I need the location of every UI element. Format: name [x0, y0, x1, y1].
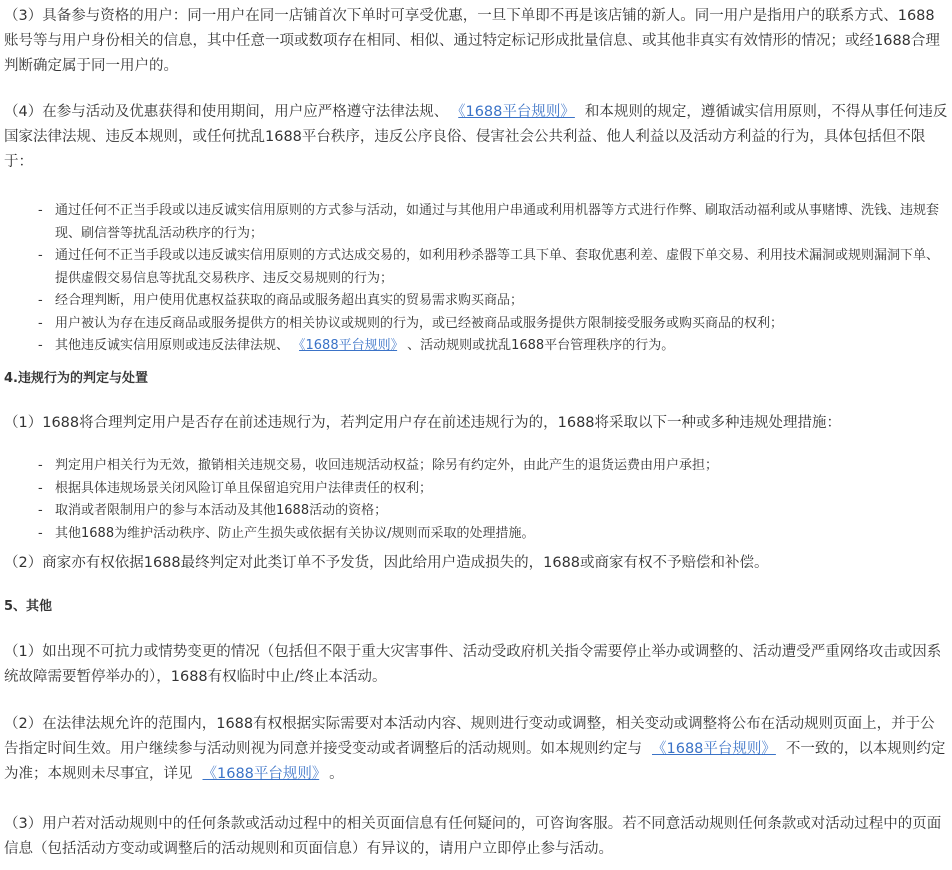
- list-item: - 其他1688为维护活动秩序、防止产生损失或依据有关协议/规则而采取的处理措施。: [0, 523, 944, 546]
- penalty-measures-list: [0, 455, 944, 545]
- dash-marker: -: [38, 315, 43, 331]
- list-item: - 通过任何不正当手段或以违反诚实信用原则的方式参与活动，如通过与其他用户串通或利用机器等方式进行作弊、刷取活动福利或从事赌博、洗钱、违规套现、刷信誉等扰乱活动秩序的行为；: [0, 200, 944, 245]
- paragraph-rule-changes: （2）在法律法规允许的范围内，1688有权根据实际需要对本活动内容、规则进行变动或调整，相关变动或调整将公布在活动规则页面上，并于公告指定时间生效。用户继续参与活动则视为同意并接受变动或者调整后的活动规则。如本规则约定与 《1688平台规则》 不一致的，以本规则约定为准；本规则未尽事宜，详见 《1688平台规则》 。: [4, 716, 946, 782]
- paragraph-merchant-rights: （2）商家亦有权依据1688最终判定对此类订单不予发货，因此给用户造成损失的，1688或商家有权不予赔偿和补偿。: [4, 555, 769, 571]
- paragraph-conduct: [4, 100, 948, 175]
- dash-marker: -: [38, 293, 43, 308]
- prohibited-behaviors-list: [0, 200, 944, 358]
- platform-rules-link[interactable]: 《1688平台规则》: [458, 104, 575, 120]
- list-item: - 取消或者限制用户的参与本活动及其他1688活动的资格；: [0, 500, 944, 523]
- section-heading-violations: 4.违规行为的判定与处置: [4, 371, 148, 386]
- list-item: - 其他违反诚实信用原则或违反法律法规、 《1688平台规则》 、活动规则或扰乱1688平台管理秩序的行为。: [0, 335, 944, 358]
- paragraph-conduct-text-before: （4）在参与活动及优惠获得和使用期间，用户应严格遵守法律法规、: [4, 104, 449, 120]
- list-item: - 用户被认为存在违反商品或服务提供方的相关协议或规则的行为，或已经被商品或服务提供方限制接受服务或购买商品的权利；: [0, 313, 944, 336]
- dash-marker: -: [38, 525, 43, 541]
- dash-marker: -: [38, 203, 43, 218]
- list-item: - 经合理判断，用户使用优惠权益获取的商品或服务超出真实的贸易需求购买商品；: [0, 290, 944, 313]
- paragraph-eligibility: （3）具备参与资格的用户：同一用户在同一店铺首次下单时可享受优惠，一旦下单即不再是该店铺的新人。同一用户是指用户的联系方式、1688账号等与用户身份相关的信息，其中任意一项或数项存在相同、相似、通过特定标记形成批量信息、或其他非真实有效情形的情况；或经1688合理判断确定属于同一用户的。: [4, 8, 940, 74]
- platform-rules-link[interactable]: 《1688平台规则》: [299, 338, 398, 353]
- dash-marker: -: [38, 338, 43, 353]
- dash-marker: -: [38, 503, 43, 518]
- dash-marker: -: [38, 480, 43, 496]
- paragraph-force-majeure: （1）如出现不可抗力或情势变更的情况（包括但不限于重大灾害事件、活动受政府机关指令需要停止举办或调整的、活动遭受严重网络攻击或因系统故障需要暂停举办的），1688有权临时中止/终止本活动。: [4, 644, 942, 685]
- section-heading-other: 5、其他: [4, 599, 53, 614]
- paragraph-conduct-text-after: 和本规则的规定，遵循诚实信用原则，不得从事任何违反国家法律法规、违反本规则，或任何扰乱1688平台秩序，违反公序良俗、侵害社会公共利益、他人利益以及活动方利益的行为，具体包括但不限于：: [4, 104, 948, 170]
- paragraph-customer-service: （3）用户若对活动规则中的任何条款或活动过程中的相关页面信息有任何疑问的，可咨询客服。若不同意活动规则任何条款或对活动过程中的页面信息（包括活动方变动或调整后的活动规则和页面信息）有异议的，请用户立即停止参与活动。: [4, 816, 942, 857]
- platform-rules-link[interactable]: 《1688平台规则》: [202, 766, 320, 782]
- dash-marker: -: [38, 458, 43, 473]
- dash-marker: -: [38, 248, 43, 263]
- platform-rules-link[interactable]: 《1688平台规则》: [652, 741, 776, 757]
- list-item: - 通过任何不正当手段或以违反诚实信用原则的方式达成交易的，如利用秒杀器等工具下单、套取优惠利差、虚假下单交易、利用技术漏洞或规则漏洞下单、提供虚假交易信息等扰乱交易秩序、违反交易规则的行为；: [0, 245, 944, 290]
- list-item: - 判定用户相关行为无效，撤销相关违规交易，收回违规活动权益；除另有约定外，由此产生的退货运费由用户承担；: [0, 455, 944, 478]
- list-item: - 根据具体违规场景关闭风险订单且保留追究用户法律责任的权利；: [0, 478, 944, 501]
- paragraph-judgement: （1）1688将合理判定用户是否存在前述违规行为，若判定用户存在前述违规行为的，1688将采取以下一种或多种违规处理措施：: [4, 415, 842, 431]
